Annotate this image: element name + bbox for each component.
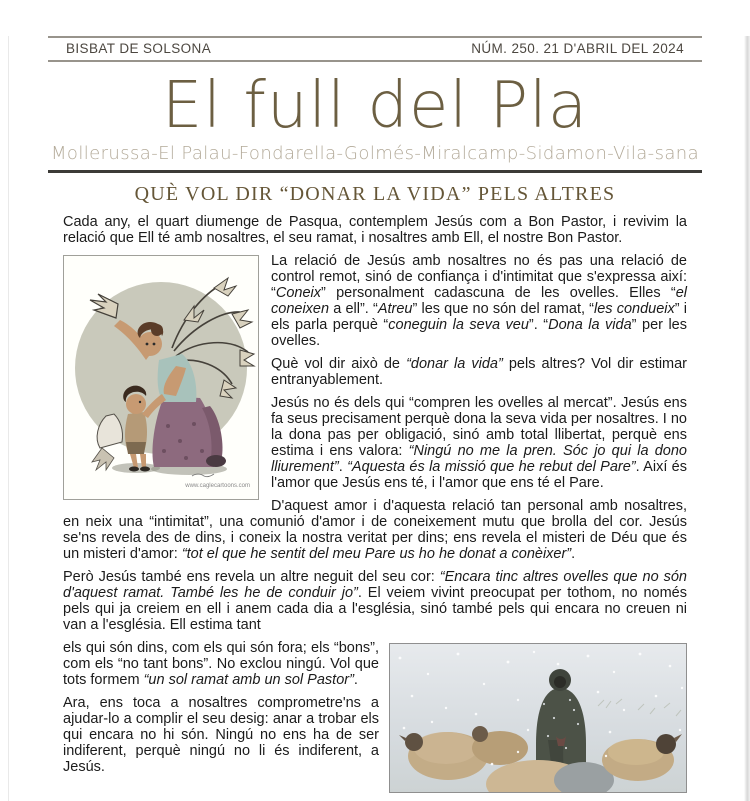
article-headline: QUÈ VOL DIR “DONAR LA VIDA” PELS ALTRES — [134, 183, 616, 205]
page-edge-left — [8, 36, 9, 801]
newsletter-page — [48, 36, 702, 793]
paragraph-relation: La relació de Jesús amb nosaltres no és pas una relació de control remot, sinó de confiança i d'intimitat que s'expressa així: “Coneix” personalment cadascuna de les ovelles. Elles “el coneixen a ell”. “Atreu” les que no són del ramat, “les condueix” i els parla perquè “coneguin la seva veu”. “Dona la vida” per les ovelles. — [271, 253, 687, 349]
bottom-text-column — [63, 640, 379, 793]
shepherd-snow-image — [390, 644, 686, 792]
page-header — [48, 38, 702, 60]
shepherd-snow-photo — [389, 643, 687, 793]
article-body — [48, 214, 702, 793]
paragraph-que-vol-dir: Què vol dir això de “donar la vida” pels altres? Vol dir estimar entranyablement. — [271, 356, 688, 388]
masthead — [48, 70, 702, 164]
diocese-name: BISBAT DE SOLSONA — [66, 41, 212, 56]
paragraph-dona-la-vida: Jesús no és dels qui “compren les ovelles al mercat”. Jesús ens fa seus precisament perquè dona la seva vida per nosaltres. I no la dona pas per obligació, sinó amb total llibertat, perquè ens estima i ens valora: “Ningú no me la pren. Sóc jo qui la dono lliurement”. “Aquesta és la missió que he rebut del Pare”. Així és l'amor que Jesús ens té, i l'amor que ens té el Pare. — [271, 395, 688, 491]
parishes-list: Mollerussa-El Palau-Fondarella-Golmés-Miralcamp-Sidamon-Vila-sana — [50, 143, 700, 164]
wings-cartoon-illustration — [63, 255, 259, 500]
newsletter-title: El full del Pla — [161, 69, 589, 143]
illustration-credit: www.caglecartoons.com — [185, 483, 250, 489]
wings-cartoon-drawing — [64, 256, 258, 499]
paragraph-compromis: Ara, ens toca a nosaltres comprometre'ns a ajudar-lo a complir el seu desig: anar a trobar els qui encara no hi són. Ningú no ens ha de ser indiferent, perquè ningú no li és indiferent, a Jesús. — [63, 695, 379, 775]
paragraph-altres-ovelles: Però Jesús també ens revela un altre neguit del seu cor: “Encara tinc altres ovelles que no són d'aquest ramat. També les he de conduir jo”. El veiem vivint preocupat per tothom, no només pels qui ja creiem en ell i anem cada dia a l'església, sinó també pels qui encara no creuen ni van a l'església. Ell estima tant — [63, 569, 687, 633]
masthead-rule — [48, 170, 702, 173]
issue-number-date: NÚM. 250. 21 D'ABRIL DEL 2024 — [471, 41, 684, 56]
page-edge-right — [744, 36, 750, 801]
paragraph-intimitat: D'aquest amor i d'aquesta relació tan personal amb nosaltres, en neix una “intimitat”, una comunió d'amor i de coneixement mutu que brolla del cor. Jesús se'ns revela des de dins, i coneix la nostra veritat per dins; ens revela el misteri de Déu que és un misteri d'amor: “tot el que he sentit del meu Pare us ho he donat a conèixer”. — [63, 498, 687, 562]
bottom-section — [63, 640, 687, 793]
header-bottom-rule — [48, 60, 702, 62]
paragraph-un-sol-ramat: els qui són dins, com els qui són fora; els “bons”, com els “no tant bons”. No exclou ningú. Vol que tots formem “un sol ramat amb un sol Pastor”. — [63, 640, 379, 688]
paragraph-intro: Cada any, el quart diumenge de Pasqua, contemplem Jesús com a Bon Pastor, i revivim la relació que Ell té amb nosaltres, el seu ramat, i nosaltres amb Ell, el nostre Bon Pastor. — [63, 214, 687, 246]
